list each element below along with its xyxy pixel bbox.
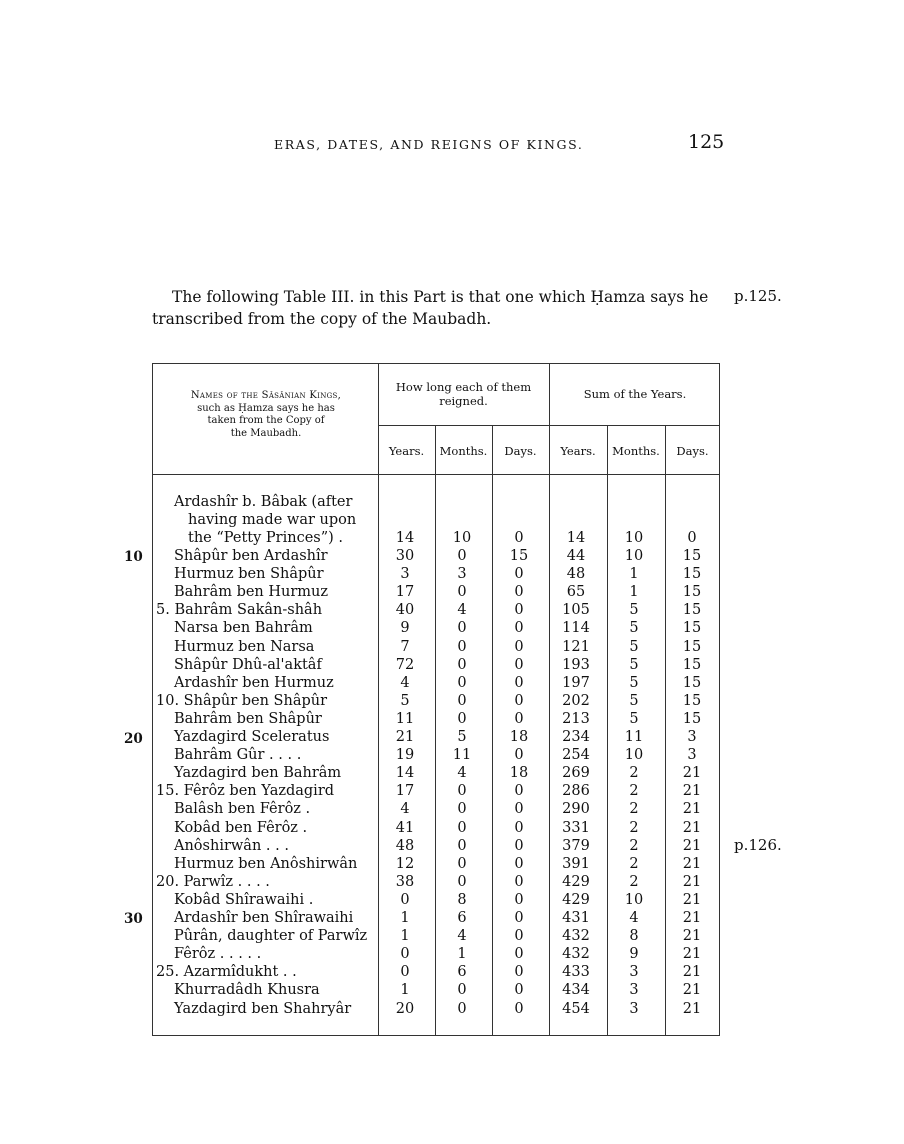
sum-days: 15 <box>682 674 702 691</box>
sum-months: 2 <box>629 819 639 836</box>
sum-days: 0 <box>687 530 697 546</box>
reign-years: 5 <box>400 692 410 709</box>
king-name <box>174 891 313 909</box>
subheader-days: Days. <box>676 444 709 458</box>
king-name: the “Petty Princes”) . <box>188 530 344 546</box>
table-row <box>152 764 720 782</box>
reign-months: 3 <box>457 566 467 583</box>
reign-months: 1 <box>457 946 467 963</box>
king-name-text: Bahrâm ben Hurmuz <box>174 584 329 601</box>
king-name-text: Bahrâm ben Shâpûr <box>174 710 322 727</box>
king-name <box>174 800 310 818</box>
intro-line: The following Table III. in this Part is that one which Ḥamza says he <box>172 288 709 306</box>
sum-years: 202 <box>562 692 590 709</box>
reign-months: 8 <box>457 891 467 908</box>
sum-days: 15 <box>682 602 702 619</box>
reign-years: 11 <box>395 710 415 727</box>
reign-length-header: How long each of them reigned. <box>395 380 532 408</box>
reign-days: 0 <box>514 674 524 691</box>
reign-years: 7 <box>400 638 410 655</box>
sum-days: 21 <box>682 910 702 926</box>
king-name <box>174 674 334 692</box>
king-name <box>174 547 328 565</box>
king-name <box>174 710 322 728</box>
reign-years: 1 <box>400 982 410 999</box>
sum-days: 21 <box>682 855 702 872</box>
king-name-text: Shâpûr Dhû-al'aktâf <box>174 656 322 673</box>
sum-days: 21 <box>682 765 702 782</box>
king-name-text: Bahrâm Sakân-shâh <box>174 602 323 619</box>
king-name-text: Parwîz . . . . <box>183 873 270 890</box>
sum-months: 1 <box>629 566 639 583</box>
reign-years: 1 <box>400 910 410 926</box>
reign-years: 9 <box>400 620 410 637</box>
reign-years: 4 <box>400 674 410 691</box>
sum-days: 15 <box>682 566 702 583</box>
sum-years: 65 <box>566 584 586 601</box>
sum-months: 3 <box>629 964 639 981</box>
reign-days: 0 <box>514 1000 524 1017</box>
reign-years: 14 <box>395 765 415 782</box>
sum-days: 3 <box>687 729 697 745</box>
sum-days: 15 <box>682 710 702 727</box>
margin-page-ref: p.126. <box>734 836 782 854</box>
reign-months: 0 <box>457 638 467 655</box>
sum-months: 8 <box>629 928 639 945</box>
reign-months: 4 <box>457 928 467 945</box>
king-name <box>174 855 357 873</box>
row-number: 20. <box>156 873 180 890</box>
reign-days: 0 <box>514 710 524 727</box>
reign-days: 0 <box>514 982 524 999</box>
sum-years: 432 <box>562 946 590 963</box>
sum-months: 2 <box>629 765 639 782</box>
king-name-text: Pûrân, daughter of Parwîz <box>174 928 368 945</box>
intro-line: transcribed from the copy of the Maubadh. <box>152 310 492 328</box>
row-number: 10. <box>156 692 180 709</box>
king-name-text: Hurmuz ben Anôshirwân <box>174 855 358 872</box>
reign-months: 0 <box>457 982 467 999</box>
king-name-text: Azarmîdukht . . <box>183 964 297 981</box>
reign-years: 40 <box>395 602 415 619</box>
king-name <box>174 837 289 855</box>
king-name <box>174 638 314 656</box>
reign-months: 4 <box>457 602 467 619</box>
reign-days: 0 <box>514 584 524 601</box>
reign-years: 4 <box>400 801 410 818</box>
table-row <box>152 1000 720 1018</box>
king-name-text: Fêrôz ben Yazdagird <box>183 783 335 800</box>
reign-months: 0 <box>457 819 467 836</box>
table-top-rule <box>152 363 720 364</box>
reign-years: 21 <box>395 729 415 745</box>
table-row <box>152 728 720 746</box>
sum-years: 429 <box>562 873 590 890</box>
reign-months: 0 <box>457 656 467 673</box>
margin-page-ref: p.125. <box>734 287 782 305</box>
reign-years: 0 <box>400 964 410 981</box>
king-name-text: Fêrôz . . . . . <box>174 946 262 963</box>
sum-days: 21 <box>682 801 702 818</box>
reign-years: 12 <box>395 855 415 872</box>
sum-months: 5 <box>629 656 639 673</box>
sum-days: 21 <box>682 928 702 945</box>
reign-months: 0 <box>457 855 467 872</box>
reign-years: 3 <box>400 566 410 583</box>
table-row <box>152 909 720 927</box>
row-number: 15. <box>156 783 180 800</box>
sum-days: 3 <box>687 747 697 764</box>
row-number: 5. <box>156 602 170 619</box>
table-row <box>152 547 720 565</box>
reign-months: 0 <box>457 783 467 800</box>
king-name-text: Yazdagird Sceleratus <box>174 729 330 745</box>
sum-months: 9 <box>629 946 639 963</box>
intro-paragraph <box>152 286 732 330</box>
sum-years: 213 <box>562 710 590 727</box>
king-name <box>174 981 320 999</box>
page-header <box>0 130 904 160</box>
sum-years: 331 <box>562 819 590 836</box>
reign-days: 18 <box>509 729 529 745</box>
sum-years: 433 <box>562 964 590 981</box>
sum-years: 431 <box>562 910 590 926</box>
sum-months: 1 <box>629 584 639 601</box>
table-row <box>152 674 720 692</box>
reign-years: 19 <box>395 747 415 764</box>
sum-months: 2 <box>629 855 639 872</box>
king-name-text: Balâsh ben Fêrôz . <box>174 801 311 818</box>
reign-days: 0 <box>514 638 524 655</box>
sum-years: 121 <box>562 638 590 655</box>
sum-years: 290 <box>562 801 590 818</box>
subheader-days: Days. <box>504 444 537 458</box>
sum-days: 21 <box>682 1000 702 1017</box>
king-name-text: Kobâd ben Fêrôz . <box>174 819 308 836</box>
king-name-text: Shâpûr ben Shâpûr <box>183 692 328 709</box>
reign-days: 15 <box>509 548 529 564</box>
names-column-header: Names of the Sâsânian Kings, such as Ḥamza says he has taken from the Copy of the Maubadh. <box>190 390 342 439</box>
table-row <box>152 529 720 547</box>
table-row <box>152 656 720 674</box>
reign-days: 0 <box>514 656 524 673</box>
king-name <box>174 819 307 837</box>
reign-days: 0 <box>514 910 524 926</box>
sum-years: 14 <box>566 530 586 546</box>
king-name-text: Yazdagird ben Shahryâr <box>174 1000 352 1017</box>
table-row <box>152 710 720 728</box>
sum-days: 15 <box>682 548 702 564</box>
sum-months: 10 <box>624 530 644 546</box>
reign-days: 0 <box>514 692 524 709</box>
reign-months: 0 <box>457 801 467 818</box>
reign-years: 30 <box>395 548 415 564</box>
sum-months: 10 <box>624 891 644 908</box>
table-row <box>152 963 720 981</box>
table-row <box>152 619 720 637</box>
reign-days: 0 <box>514 855 524 872</box>
king-name <box>156 963 297 981</box>
sum-days: 21 <box>682 891 702 908</box>
sum-months: 2 <box>629 873 639 890</box>
sum-years: 44 <box>566 548 586 564</box>
king-name-text: Yazdagird ben Bahrâm <box>174 765 342 782</box>
king-name-text: Shâpûr ben Ardashîr <box>174 548 328 564</box>
sum-years: 269 <box>562 765 590 782</box>
table-row <box>152 638 720 656</box>
subheader-years: Years. <box>388 444 425 458</box>
reign-days: 0 <box>514 891 524 908</box>
sum-days: 21 <box>682 873 702 890</box>
sum-days: 15 <box>682 656 702 673</box>
sum-years: 379 <box>562 837 590 854</box>
king-name-text: Bahrâm Gûr . . . . <box>174 747 302 764</box>
king-name <box>156 782 334 800</box>
king-name <box>174 945 261 963</box>
sum-years: 286 <box>562 783 590 800</box>
reign-months: 0 <box>457 620 467 637</box>
line-number-marker: 20 <box>124 731 143 747</box>
table-row <box>152 601 720 619</box>
sum-months: 5 <box>629 674 639 691</box>
sum-days: 15 <box>682 692 702 709</box>
header-bottom-rule <box>152 474 720 475</box>
table-row <box>152 819 720 837</box>
reign-years: 14 <box>395 530 415 546</box>
table-bottom-rule <box>152 1035 720 1036</box>
reign-days: 0 <box>514 964 524 981</box>
row-number: 25. <box>156 964 180 981</box>
sum-years: 429 <box>562 891 590 908</box>
table-row <box>152 746 720 764</box>
sum-days: 21 <box>682 946 702 963</box>
sum-years: 434 <box>562 982 590 999</box>
first-entry-line: having made war upon <box>188 512 357 528</box>
reign-days: 0 <box>514 801 524 818</box>
reign-months: 0 <box>457 674 467 691</box>
reign-months: 0 <box>457 873 467 890</box>
sum-months: 11 <box>624 729 644 745</box>
sum-months: 4 <box>629 910 639 926</box>
line-number-marker: 10 <box>124 549 143 565</box>
king-name-text: Narsa ben Bahrâm <box>174 620 313 637</box>
reign-years: 72 <box>395 656 415 673</box>
table-row <box>152 692 720 710</box>
reign-years: 1 <box>400 928 410 945</box>
sum-years: 454 <box>562 1000 590 1017</box>
king-name-text: Hurmuz ben Shâpûr <box>174 566 324 583</box>
king-name-text: Ardashîr ben Shîrawaihi <box>174 910 354 926</box>
sum-years: 48 <box>566 566 586 583</box>
sum-months: 3 <box>629 982 639 999</box>
reign-months: 0 <box>457 1000 467 1017</box>
reign-years: 48 <box>395 837 415 854</box>
sum-days: 21 <box>682 783 702 800</box>
table-row <box>152 782 720 800</box>
sum-months: 10 <box>624 747 644 764</box>
king-name <box>174 728 329 746</box>
table-row <box>152 837 720 855</box>
king-name-text: Kobâd Shîrawaihi . <box>174 891 314 908</box>
sum-days: 21 <box>682 837 702 854</box>
table-row <box>152 800 720 818</box>
sum-days: 21 <box>682 964 702 981</box>
reign-days: 0 <box>514 837 524 854</box>
reign-months: 0 <box>457 710 467 727</box>
king-name-text: Anôshirwân . . . <box>174 837 289 854</box>
first-entry-line: Ardashîr b. Bâbak (after <box>174 494 353 510</box>
reign-years: 41 <box>395 819 415 836</box>
reign-years: 17 <box>395 783 415 800</box>
reign-years: 0 <box>400 891 410 908</box>
sum-years: 432 <box>562 928 590 945</box>
sum-months: 5 <box>629 620 639 637</box>
king-name <box>174 619 313 637</box>
sum-months: 5 <box>629 692 639 709</box>
sum-months: 2 <box>629 801 639 818</box>
reign-days: 0 <box>514 566 524 583</box>
sum-months: 3 <box>629 1000 639 1017</box>
table-row <box>152 873 720 891</box>
king-name <box>174 1000 351 1018</box>
reign-months: 0 <box>457 548 467 564</box>
page-number: 125 <box>688 131 725 153</box>
king-name <box>174 909 353 927</box>
table-row <box>152 945 720 963</box>
reign-days: 18 <box>509 765 529 782</box>
running-title: ERAS, DATES, AND REIGNS OF KINGS. <box>274 137 584 152</box>
sum-days: 15 <box>682 620 702 637</box>
reign-months: 5 <box>457 729 467 745</box>
sum-days: 15 <box>682 584 702 601</box>
king-name-text: Khurradâdh Khusra <box>174 982 320 999</box>
sum-months: 2 <box>629 783 639 800</box>
sum-years: 391 <box>562 855 590 872</box>
sum-days: 21 <box>682 819 702 836</box>
sum-months: 5 <box>629 638 639 655</box>
reign-days: 0 <box>514 620 524 637</box>
sum-months: 5 <box>629 710 639 727</box>
table-row <box>152 927 720 945</box>
reign-months: 6 <box>457 910 467 926</box>
king-name-text: Ardashîr ben Hurmuz <box>174 674 334 691</box>
reign-months: 6 <box>457 964 467 981</box>
table-row <box>152 855 720 873</box>
reigns-table <box>152 363 720 1037</box>
king-name-text: Hurmuz ben Narsa <box>174 638 315 655</box>
reign-days: 0 <box>514 602 524 619</box>
sum-years: 105 <box>562 602 590 619</box>
reign-months: 10 <box>452 530 472 546</box>
king-name <box>174 927 367 945</box>
reign-days: 0 <box>514 783 524 800</box>
reign-days: 0 <box>514 928 524 945</box>
table-row <box>152 583 720 601</box>
reign-months: 4 <box>457 765 467 782</box>
king-name <box>156 873 270 891</box>
sum-years: 254 <box>562 747 590 764</box>
king-name <box>174 583 328 601</box>
reign-days: 0 <box>514 873 524 890</box>
king-name <box>174 656 322 674</box>
sum-years: 193 <box>562 656 590 673</box>
reign-months: 0 <box>457 837 467 854</box>
sum-years-header: Sum of the Years. <box>583 387 687 401</box>
king-name <box>174 746 301 764</box>
reign-months: 0 <box>457 584 467 601</box>
table-row <box>152 981 720 999</box>
group-header-rule <box>378 425 720 426</box>
reign-days: 0 <box>514 530 524 546</box>
reign-days: 0 <box>514 819 524 836</box>
sum-months: 10 <box>624 548 644 564</box>
sum-months: 2 <box>629 837 639 854</box>
reign-years: 17 <box>395 584 415 601</box>
subheader-years: Years. <box>560 444 596 458</box>
table-row <box>152 565 720 583</box>
sum-years: 234 <box>562 729 590 745</box>
reign-months: 0 <box>457 692 467 709</box>
sum-years: 197 <box>562 674 590 691</box>
table-row <box>152 891 720 909</box>
sum-months: 5 <box>629 602 639 619</box>
reign-years: 0 <box>400 946 410 963</box>
reign-days: 0 <box>514 946 524 963</box>
reign-months: 11 <box>452 747 472 764</box>
king-name <box>156 692 327 710</box>
king-name <box>156 601 322 619</box>
subheader-months: Months. <box>612 444 660 458</box>
reign-days: 0 <box>514 747 524 764</box>
subheader-months: Months. <box>439 444 488 458</box>
line-number-marker: 30 <box>124 911 143 927</box>
reign-years: 38 <box>395 873 415 890</box>
sum-days: 15 <box>682 638 702 655</box>
reign-years: 20 <box>395 1000 415 1017</box>
king-name <box>174 764 341 782</box>
sum-years: 114 <box>562 620 590 637</box>
king-name <box>174 565 324 583</box>
sum-days: 21 <box>682 982 702 999</box>
